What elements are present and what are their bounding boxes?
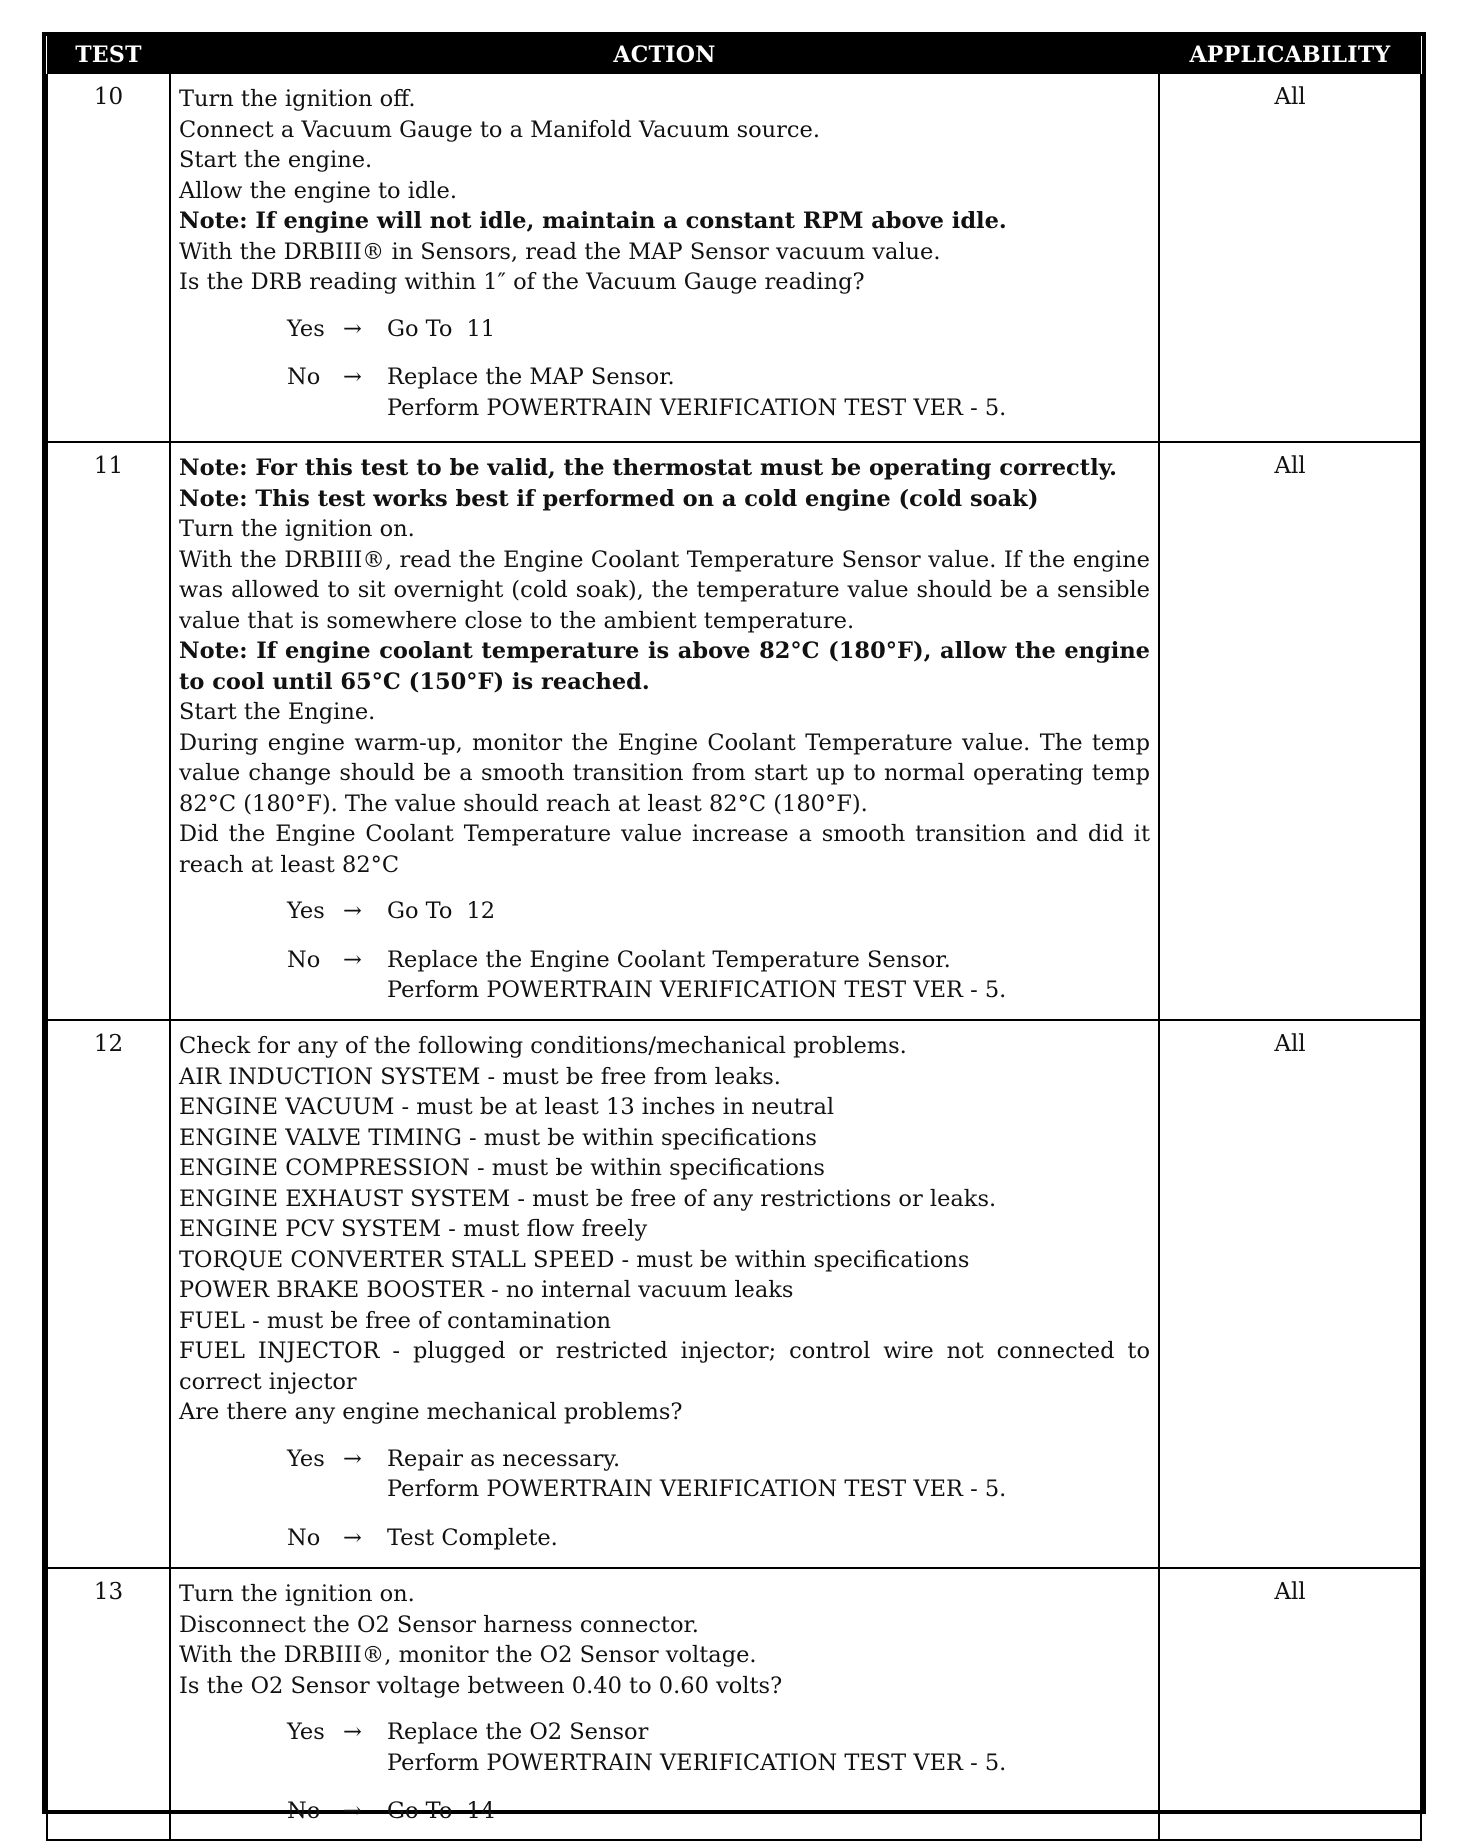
action-line: Turn the ignition on. [179, 1581, 415, 1607]
goto-text: Go To [387, 1798, 453, 1824]
note-line: Note: If engine coolant temperature is above 82°C (180°F), allow the engine to cool until 65°C (150°F) is reached. [179, 638, 1150, 695]
result-line: Replace the Engine Coolant Temperature Sensor. [387, 946, 951, 973]
table-row-test-10 [47, 74, 1421, 442]
yes-result [387, 896, 1150, 927]
yes-label: Yes [287, 898, 325, 924]
test-number: 13 [47, 1568, 170, 1840]
right-arrow-icon: → [343, 364, 362, 390]
test-procedure-table [46, 36, 1422, 1841]
question-line: Did the Engine Coolant Temperature value increase a smooth transition and did it reach at least 82°C [179, 821, 1150, 878]
no-result [387, 1796, 1150, 1827]
right-arrow-icon: → [343, 898, 362, 924]
action-line: Start the Engine. [179, 699, 376, 725]
no-label: No [287, 946, 321, 973]
yes-answer [179, 896, 1150, 927]
answers [179, 1717, 1150, 1827]
note-line: Note: This test works best if performed on a cold engine (cold soak) [179, 485, 1039, 512]
note-line: Note: If engine will not idle, maintain a constant RPM above idle. [179, 208, 1007, 234]
yes-result [387, 314, 1150, 345]
action-line: Allow the engine to idle. [179, 177, 457, 204]
no-answer [179, 945, 1150, 1006]
header-action: ACTION [170, 36, 1159, 74]
yes-label: Yes [287, 1719, 325, 1745]
applicability: All [1159, 1568, 1421, 1840]
answers [179, 314, 1150, 424]
result-line: Repair as necessary. [387, 1445, 621, 1472]
condition-line: TORQUE CONVERTER STALL SPEED - must be within specifications [179, 1246, 970, 1273]
yes-label: Yes [287, 1445, 325, 1472]
right-arrow-icon: → [343, 1719, 362, 1745]
applicability: All [1159, 74, 1421, 442]
action-line: With the DRBIII®, read the Engine Coolant Temperature Sensor value. If the engine was allowed to sit overnight (cold soak), the temperature value should be a sensible value that is somewhere close to the ambient temperature. [179, 546, 1150, 634]
condition-line: FUEL - must be free of contamination [179, 1307, 611, 1334]
action-line: Turn the ignition off. [179, 86, 416, 112]
test-number: 10 [47, 74, 170, 442]
yes-answer [179, 314, 1150, 345]
no-label: No [287, 1798, 321, 1824]
no-result [387, 945, 1150, 1006]
goto-test-number: 14 [466, 1798, 496, 1824]
action-line: Turn the ignition on. [179, 516, 415, 542]
header-test: TEST [47, 36, 170, 74]
answers [179, 896, 1150, 1006]
right-arrow-icon: → [343, 946, 362, 973]
condition-line: ENGINE EXHAUST SYSTEM - must be free of any restrictions or leaks. [179, 1185, 997, 1212]
result-line: Replace the O2 Sensor [387, 1719, 649, 1745]
goto-test-number: 12 [466, 898, 496, 924]
no-label: No [287, 1524, 321, 1551]
no-result [387, 1523, 1150, 1554]
result-line: Perform POWERTRAIN VERIFICATION TEST VER - 5. [387, 1476, 1007, 1502]
no-result [387, 362, 1150, 423]
applicability: All [1159, 1020, 1421, 1568]
table-row-test-11 [47, 442, 1421, 1020]
question-line: Is the O2 Sensor voltage between 0.40 to 0.60 volts? [179, 1672, 783, 1699]
procedure-sheet [42, 32, 1426, 1824]
header-applicability: APPLICABILITY [1159, 36, 1421, 74]
applicability: All [1159, 442, 1421, 1020]
condition-line: FUEL INJECTOR - plugged or restricted injector; control wire not connected to correct injector [179, 1338, 1150, 1395]
action-cell [170, 1020, 1159, 1568]
action-cell [170, 1568, 1159, 1840]
table-row-test-13 [47, 1568, 1421, 1840]
goto-test-number: 11 [466, 315, 496, 342]
no-label: No [287, 364, 321, 390]
question-line: Is the DRB reading within 1″ of the Vacuum Gauge reading? [179, 269, 865, 295]
condition-line: ENGINE VALVE TIMING - must be within specifications [179, 1124, 817, 1151]
no-answer [179, 362, 1150, 423]
test-number: 11 [47, 442, 170, 1020]
yes-result [387, 1717, 1150, 1778]
result-line: Perform POWERTRAIN VERIFICATION TEST VER - 5. [387, 1749, 1007, 1776]
test-number: 12 [47, 1020, 170, 1568]
action-line: Connect a Vacuum Gauge to a Manifold Vacuum source. [179, 116, 820, 143]
action-line: Check for any of the following conditions/mechanical problems. [179, 1033, 907, 1059]
action-cell [170, 442, 1159, 1020]
yes-result [387, 1444, 1150, 1505]
right-arrow-icon: → [343, 1798, 362, 1824]
result-line: Test Complete. [387, 1524, 558, 1551]
condition-line: ENGINE VACUUM - must be at least 13 inches in neutral [179, 1094, 835, 1120]
no-answer [179, 1796, 1150, 1827]
yes-answer [179, 1444, 1150, 1505]
action-line: With the DRBIII®, monitor the O2 Sensor voltage. [179, 1642, 757, 1668]
note-line: Note: For this test to be valid, the thermostat must be operating correctly. [179, 455, 1118, 481]
action-cell [170, 74, 1159, 442]
header-row [47, 36, 1421, 74]
yes-label: Yes [287, 315, 325, 342]
action-line: With the DRBIII® in Sensors, read the MAP Sensor vacuum value. [179, 238, 941, 265]
condition-line: POWER BRAKE BOOSTER - no internal vacuum leaks [179, 1277, 794, 1303]
condition-line: ENGINE PCV SYSTEM - must flow freely [179, 1216, 648, 1242]
table-row-test-12 [47, 1020, 1421, 1568]
condition-line: ENGINE COMPRESSION - must be within specifications [179, 1155, 825, 1181]
answers [179, 1444, 1150, 1554]
result-line: Perform POWERTRAIN VERIFICATION TEST VER - 5. [387, 977, 1007, 1003]
question-line: Are there any engine mechanical problems? [179, 1399, 683, 1425]
goto-text: Go To [387, 315, 453, 342]
no-answer [179, 1523, 1150, 1554]
action-line: Disconnect the O2 Sensor harness connector. [179, 1611, 699, 1638]
right-arrow-icon: → [343, 315, 362, 342]
result-line: Replace the MAP Sensor. [387, 364, 675, 390]
action-line: During engine warm-up, monitor the Engine Coolant Temperature value. The temp value change should be a smooth transition from start up to normal operating temp 82°C (180°F). The value should reach at least 82°C (180°F). [179, 729, 1150, 817]
yes-answer [179, 1717, 1150, 1778]
result-line: Perform POWERTRAIN VERIFICATION TEST VER - 5. [387, 394, 1007, 421]
condition-line: AIR INDUCTION SYSTEM - must be free from leaks. [179, 1063, 781, 1090]
right-arrow-icon: → [343, 1524, 362, 1551]
action-line: Start the engine. [179, 147, 373, 173]
right-arrow-icon: → [343, 1445, 362, 1472]
goto-text: Go To [387, 898, 453, 924]
